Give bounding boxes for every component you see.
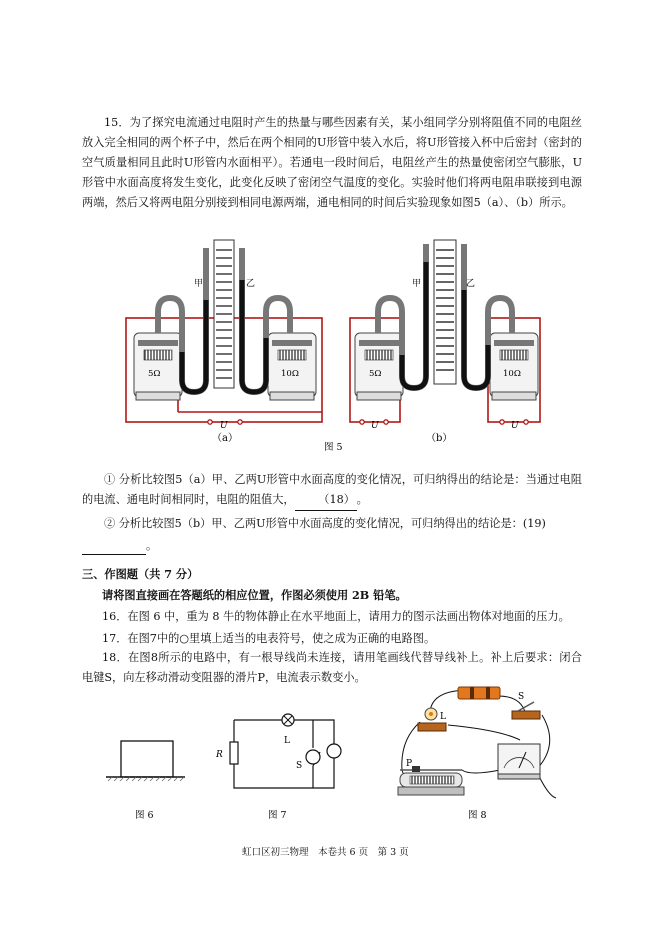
fig7-label-r: R xyxy=(216,750,223,760)
caption-5: 图 5 xyxy=(324,442,343,453)
q15-part1-text: ① 分析比较图5（a）甲、乙两U形管中水面高度的变化情况，可归纳得出的结论是：当通过电阻的电流、通电时间相同时，电阻的阻值大， xyxy=(82,473,582,506)
fig8-label-l: L xyxy=(440,712,446,722)
block xyxy=(121,741,173,777)
label-jia-b: 甲 xyxy=(412,279,422,289)
caption-6: 图 6 xyxy=(135,810,154,821)
r-right-a: 10Ω xyxy=(281,369,299,379)
meter-circle-2 xyxy=(327,744,341,758)
fig7-label-l: L xyxy=(284,736,290,746)
q15-text: 为了探究电流通过电阻时产生的热量与哪些因素有关，某小组同学分别将阻值不同的电阻丝放入完全相同的两个杯子中，然后在两个相同的U形管中装入水后，将U形管接入杯中后密封（密封的空气质量相同且此时U形管内水面相平）。若通电一段时间后，电阻丝产生的热量使密闭空气膨胀，U形管中水面高度将发生变化，此变化反映了密闭空气温度的变化。实验时他们将两电阻串联接到电源两端，然后又将两电阻分别接到相同电源两端，通电相同的时间后实验现象如图5（a）、（b）所示。 xyxy=(82,116,582,209)
page-footer: 虹口区初三物理 本卷共 6 页 第 3 页 xyxy=(242,847,409,858)
ammeter xyxy=(498,744,540,779)
q15-number: 15． xyxy=(104,116,130,129)
battery xyxy=(458,687,500,699)
q15-part1 xyxy=(82,470,582,511)
beaker-left-b xyxy=(355,333,403,400)
rheostat xyxy=(398,766,464,795)
q18-text xyxy=(82,648,582,688)
r-left-a: 5Ω xyxy=(148,369,161,379)
answer-blank-19-label: (19) xyxy=(522,517,546,530)
q18-body: 18．在图8所示的电路中，有一根导线尚未连接，请用笔画线代替导线补上。补上后要求：闭合电键S，向左移动滑动变阻器的滑片P，电流表示数变小。 xyxy=(82,651,582,684)
label-jia-a: 甲 xyxy=(194,279,204,289)
label-yi-a: 乙 xyxy=(246,279,256,289)
caption-5b: （b） xyxy=(426,433,453,444)
r-right-b: 10Ω xyxy=(503,369,521,379)
fig8-label-p: P xyxy=(406,759,413,769)
q17-text: 17．在图7中的○里填上适当的电表符号，使之成为正确的电路图。 xyxy=(102,632,436,645)
figure-7 xyxy=(215,714,341,821)
section3-instruction: 请将图直接画在答题纸的相应位置，作图必须使用 2B 铅笔。 xyxy=(102,588,407,602)
caption-8: 图 8 xyxy=(468,810,487,821)
q15-part2-end: 。 xyxy=(146,539,158,552)
fig8-label-s: S xyxy=(518,692,525,702)
answer-blank-19[interactable] xyxy=(82,538,146,555)
meter-circle-1 xyxy=(306,750,320,764)
q15-part2-text: ② 分析比较图5（b）甲、乙两U形管中水面高度的变化情况，可归纳得出的结论是： xyxy=(104,517,523,530)
label-yi-b: 乙 xyxy=(466,279,476,289)
q15-part2-line xyxy=(82,538,157,555)
q15-part2 xyxy=(82,514,582,534)
beaker-left-a xyxy=(134,333,182,400)
q16-text: 16．在图 6 中，重为 8 牛的物体静止在水平地面上，请用力的图示法画出物体对地面的压力。 xyxy=(102,610,570,623)
figure-8 xyxy=(398,687,556,821)
r-left-b: 5Ω xyxy=(369,369,382,379)
figure-6 xyxy=(106,741,185,821)
lamp-l xyxy=(282,714,294,726)
figure-5b xyxy=(350,240,540,431)
caption-7: 图 7 xyxy=(268,810,287,821)
voltage-a: U xyxy=(220,421,228,431)
beaker-right-b xyxy=(490,333,538,400)
voltage-b-right: U xyxy=(511,421,519,431)
voltage-b-left: U xyxy=(371,421,379,431)
figure-5a xyxy=(126,240,322,431)
answer-blank-18[interactable]: （18） xyxy=(295,490,357,511)
caption-5a: （a） xyxy=(212,433,238,444)
resistor-r xyxy=(230,742,238,764)
switch-8 xyxy=(512,702,540,719)
beaker-right-a xyxy=(268,333,316,400)
fig7-label-s: S xyxy=(296,761,303,771)
section3-title: 三、作图题（共 7 分） xyxy=(82,567,199,581)
q15-part1-end: 。 xyxy=(356,493,368,506)
